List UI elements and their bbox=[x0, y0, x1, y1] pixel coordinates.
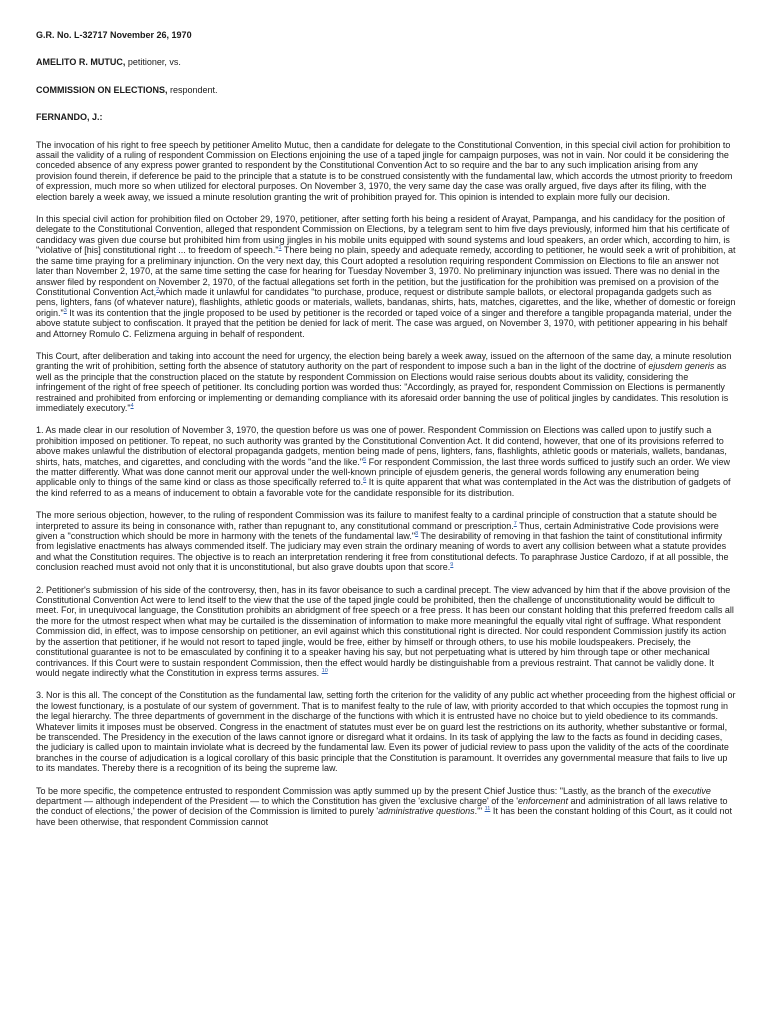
respondent-name: COMMISSION ON ELECTIONS, bbox=[36, 84, 168, 95]
paragraph-text: It is quite apparent that what was contemplated in the Act was the distribution of gadgets of the kind referred to as a means of inducement to obtain a favorable vote for the candidate responsible for its distribution. bbox=[36, 477, 731, 498]
paragraph-point-1 bbox=[36, 425, 736, 498]
paragraph-text: It was its contention that the jingle proposed to be used by petitioner is the recorded or taped voice of a singer and therefore a tangible propaganda material, under the above statute subject to confiscation. It prayed that the petition be denied for lack of merit. The case was argued, on November 3, 1970, with petitioner appearing in his behalf and Attorney Romulo C. Felizmena arguing in behalf of respondent. bbox=[36, 307, 732, 339]
footnote-link-4[interactable]: 4 bbox=[130, 402, 134, 409]
paragraph-construction bbox=[36, 510, 736, 572]
paragraph-text: In this special civil action for prohibition filed on October 29, 1970, petitioner, after setting forth his being a resident of Arayat, Pampanga, and his candidacy for the position of delegate to the Constitutional Convention, alleged that respondent Commission on Elections, by a telegram sent to him five days previously, informed him that his certificate of candidacy was given due course but prohibited him from using jingles in his mobile units equipped with sound systems and loud speakers, an order which, according to him, is "violative of [his] constitutional right ... to freedom of speech." bbox=[36, 214, 730, 256]
footnote-link-9[interactable]: 9 bbox=[450, 562, 454, 569]
paragraph-text: .'" bbox=[474, 806, 483, 817]
paragraph-point-2 bbox=[36, 585, 736, 679]
paragraph-text: which made it unlawful for candidates "to purchase, produce, request or distribute sample ballots, or electoral propaganda gadgets such as pens, lighters, fans (of whatever nature), flashlights, athletic goods or materials, wallets, bandanas, shirts, hats, matches, cigarettes, and the like, whether of domestic or foreign origin." bbox=[36, 286, 736, 318]
paragraph-competence bbox=[36, 786, 736, 828]
paragraph-text: 1. As made clear in our resolution of November 3, 1970, the question before us was one of power. Respondent Commission on Elections was called upon to justify such a prohibition imposed on petitioner. To repeat, no such authority was granted by the Constitutional Convention Act. It did contend, however, that one of its provisions referred to above makes unlawful the distribution of electoral propaganda gadgets, mention being made of pens, lighters, fans, flashlights, athletic goods or materials, wallets, bandanas, shirts, hats, matches, and cigarettes, and concluding with the words "and the like." bbox=[36, 425, 727, 467]
paragraph-text: To be more specific, the competence entrusted to respondent Commission was aptly summed up by the present Chief Justice thus: "Lastly, as the branch of the bbox=[36, 785, 673, 796]
petitioner-line bbox=[36, 57, 736, 67]
respondent-line bbox=[36, 85, 736, 95]
italic-term: administrative questions bbox=[378, 806, 475, 817]
paragraph-text: 2. Petitioner's submission of his side of the controversy, then, has in its favor obeisance to such a cardinal precept. The view advanced by him that if the above provision of the Constitutional Convention Act were to lend itself to the view that the use of the taped jingle could be prohibited, then the challenge of unconstitutionality would be difficult to meet. For, in unequivocal language, the Constitution prohibits an abridgment of free speech or a free press. It has been our constant holding that this preferred freedom calls all the more for the utmost respect when what may be curtailed is the dissemination of information to make more meaningful the equally vital right of suffrage. What respondent Commission did, in effect, was to impose censorship on petitioner, an evil against which this constitutional right is directed. Nor could respondent Commission justify its action by the assertion that petitioner, if he would not resort to taped jingle, would be free, either by himself or through others, to use his mobile loudspeakers. Precisely, the constitutional guarantee is not to be emasculated by confining it to a speaker having his say, but not perpetuating what is uttered by him through tape or other mechanical contrivances. If this Court were to sustain respondent Commission, then the effect would hardly be distinguishable from a previous restraint. That cannot be validly done. It would negate indirectly what the Constitution in express terms assures. bbox=[36, 584, 734, 678]
footnote-link-11[interactable]: 11 bbox=[484, 806, 491, 813]
case-number: G.R. No. L-32717 November 26, 1970 bbox=[36, 30, 192, 40]
paragraph-resolution bbox=[36, 351, 736, 413]
italic-term: enforcement bbox=[517, 795, 568, 806]
italic-term: ejusdem generis bbox=[648, 361, 715, 372]
footnote-link-5[interactable]: 5 bbox=[363, 456, 367, 463]
footnote-link-7[interactable]: 7 bbox=[513, 520, 517, 527]
petitioner-name: AMELITO R. MUTUC, bbox=[36, 57, 126, 68]
paragraph-intro: The invocation of his right to free speech by petitioner Amelito Mutuc, then a candidate for delegate to the Constitutional Convention, in this special civil action for prohibition to assail the validity of a ruling of respondent Commission on Elections enjoining the use of a taped jingle for campaign purposes, was not in vain. Nor could it be considering the conceded absence of any express power granted to respondent by the Constitutional Convention Act to so require and the bar to any such implication arising from any provision found therein, if deference be paid to the principle that a statute is to be construed consistently with the fundamental law, which accords the utmost priority to freedom of expression, much more so when utilized for electoral purposes. On November 3, 1970, the very same day the case was orally argued, five days after its filing, with the election barely a week away, we issued a minute resolution granting the writ of prohibition prayed for. This opinion is intended to explain more fully our decision. bbox=[36, 139, 733, 202]
petitioner-role: petitioner, vs. bbox=[125, 57, 181, 68]
paragraph-point-3: 3. Nor is this all. The concept of the Constitution as the fundamental law, setting forth the criterion for the validity of any public act whether proceeding from the highest official or the lowest functionary, is a postulate of our system of government. That is to manifest fealty to the rule of law, with priority accorded to that which occupies the topmost rung in the legal hierarchy. The three departments of government in the discharge of the functions with which it is entrusted have no choice but to yield obedience to its commands. Whatever limits it imposes must be observed. Congress in the enactment of statutes must ever be on guard lest the restrictions on its authority, whether substantive or formal, be transcended. The Presidency in the execution of the laws cannot ignore or disregard what it ordains. In its task of applying the law to the facts as found in deciding cases, the judiciary is called upon to maintain inviolate what is decreed by the fundamental law. Even its power of judicial review to pass upon the validity of the acts of the coordinate branches in the course of adjudication is a logical corollary of this basic principle that the Constitution is paramount. It overrides any governmental measure that fails to live up to its mandates. Thereby there is a recognition of its being the supreme law. bbox=[36, 690, 736, 774]
paragraph-text: This Court, after deliberation and taking into account the need for urgency, the election being barely a week away, issued on the afternoon of the same day, a minute resolution granting the writ of prohibition, setting forth the absence of statutory authority on the part of respondent to impose such a ban in the light of the doctrine of bbox=[36, 350, 732, 372]
footnote-link-3[interactable]: 3 bbox=[63, 307, 67, 314]
paragraph-text: Thus, certain Administrative Code provisions were given a "construction which should be more in harmony with the tenets of the fundamental law." bbox=[36, 520, 719, 542]
footnote-link-10[interactable]: 10 bbox=[321, 667, 328, 674]
respondent-role: respondent. bbox=[167, 84, 218, 95]
decision-document bbox=[36, 30, 736, 839]
paragraph-facts bbox=[36, 214, 736, 339]
footnote-link-1[interactable]: 1 bbox=[278, 245, 282, 252]
paragraph-text: The more serious objection, however, to the ruling of respondent Commission was its failure to manifest fealty to a cardinal principle of construction that a statute should be interpreted to assure its being in consonance with, rather than repugnant to, any constitutional command or prescription. bbox=[36, 510, 717, 531]
footnote-link-6[interactable]: 6 bbox=[363, 477, 367, 484]
paragraph-text: and administration of all laws relative to the conduct of elections,' the power of decision of the Commission is limited to purely ' bbox=[36, 795, 728, 817]
paragraph-text: department — although independent of the President — to which the Constitution has given the 'exclusive charge' of the ' bbox=[36, 795, 518, 806]
italic-term: executive bbox=[672, 785, 711, 796]
footnote-link-8[interactable]: 8 bbox=[415, 531, 419, 538]
ponente: FERNANDO, J.: bbox=[36, 112, 103, 123]
paragraph-text: For respondent Commission, the last three words sufficed to justify such an order. We view the matter differently. What was done cannot merit our approval under the well-known principle of ejusdem generis, the general words following any enumeration being applicable only to things of the same kind or class as those specifically referred to. bbox=[36, 456, 730, 488]
paragraph-text: The desirability of removing in that fashion the taint of constitutional infirmity from legislative enactments has always commended itself. The judiciary may even strain the ordinary meaning of words to avert any collision between what a statute provides and what the Constitution requires. The objective is to reach an interpretation rendering it free from constitutional defects. To paraphrase Justice Cardozo, if at all possible, the conclusion reached must avoid not only that it is unconstitutional, but also grave doubts upon that score. bbox=[36, 531, 729, 573]
footnote-link-2[interactable]: 2 bbox=[156, 286, 160, 293]
paragraph-text: as well as the principle that the construction placed on the statute by respondent Commission on Elections would raise serious doubts about its validity, considering the infringement of the right of free speech of petitioner. Its concluding portion was worded thus: "Accordingly, as prayed for, respondent Commission on Elections is permanently restrained and prohibited from enforcing or implementing or demanding compliance with its aforesaid order banning the use of political jingles by candidates. This resolution is immediately executory." bbox=[36, 361, 729, 413]
paragraph-text: It has been the constant holding of this Court, as it could not have been otherwise, that respondent Commission cannot bbox=[36, 806, 732, 827]
paragraph-text: There being no plain, speedy and adequate remedy, according to petitioner, he would seek a writ of prohibition, at the same time praying for a preliminary injunction. On the very next day, this Court adopted a resolution requiring respondent Commission on Elections to file an answer not later than November 2, 1970, at the same time setting the case for hearing for Tuesday November 3, 1970. No preliminary injunction was issued. There was no denial in the answer filed by respondent on November 2, 1970, of the factual allegations set forth in the petition, but the justification for the prohibition was premised on a provision of the Constitutional Convention Act, bbox=[36, 245, 736, 297]
